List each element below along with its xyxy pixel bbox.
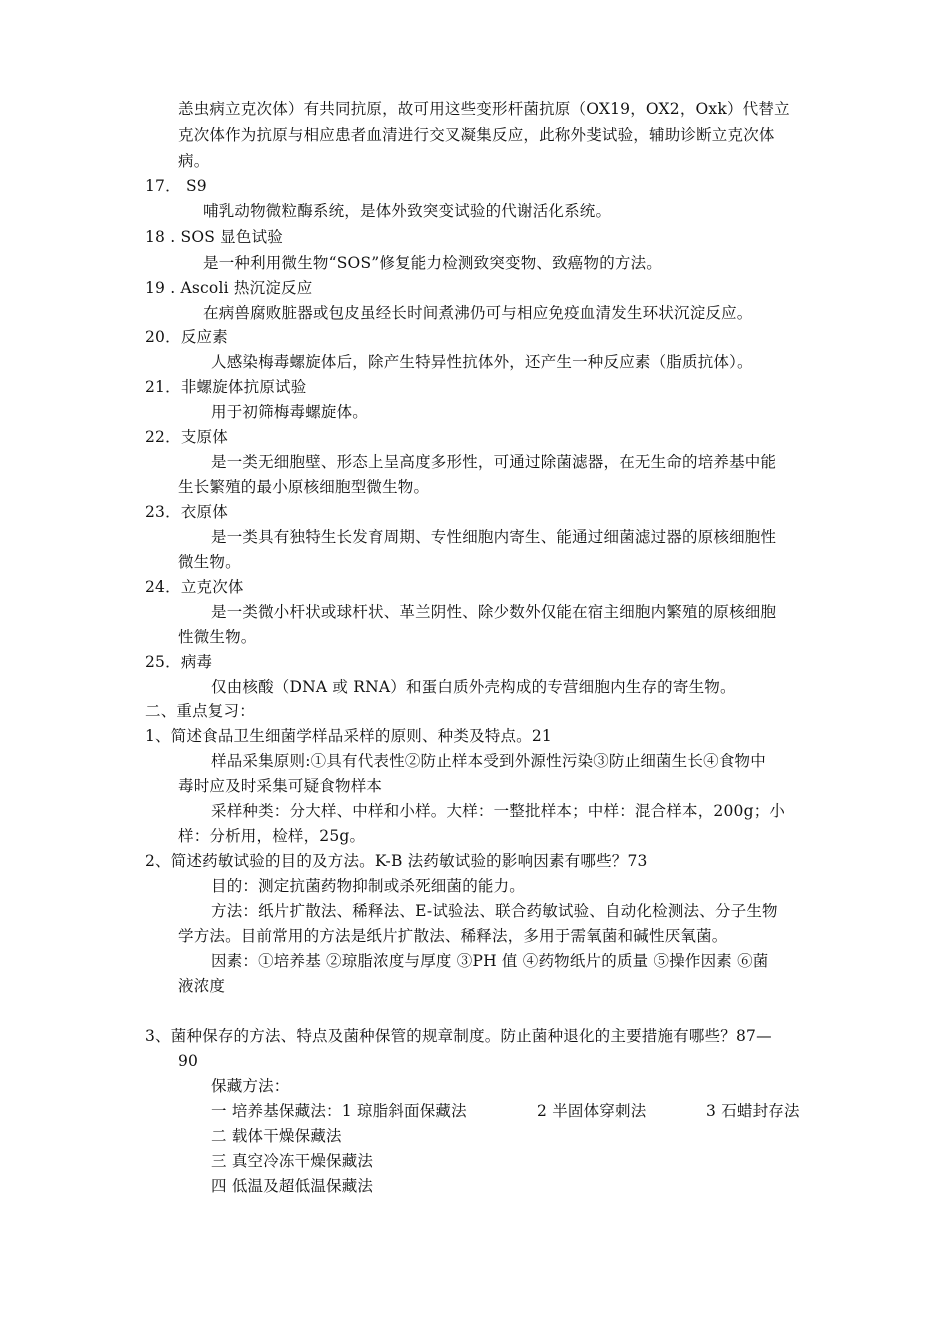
text-line: 方法：纸片扩散法、稀释法、E-试验法、联合药敏试验、自动化检测法、分子生物 [211,902,778,920]
text-line: 克次体作为抗原与相应患者血清进行交叉凝集反应，此称外斐试验，辅助诊断立克次体 [178,126,775,144]
text-line: 采样种类：分大样、中样和小样。大样：一整批样本；中样：混合样本，200g；小 [211,802,786,820]
text-line: 病。 [178,152,210,170]
text-line: 在病兽腐败脏器或包皮虽经长时间煮沸仍可与相应免疫血清发生环状沉淀反应。 [203,304,753,322]
item-heading: 23．衣原体 [145,503,228,521]
text-line: 哺乳动物微粒酶系统，是体外致突变试验的代谢活化系统。 [203,202,612,220]
text-line: 微生物。 [178,553,241,571]
text-line: 生长繁殖的最小原核细胞型微生物。 [178,478,430,496]
text-line: 学方法。目前常用的方法是纸片扩散法、稀释法，多用于需氧菌和碱性厌氧菌。 [178,927,728,945]
text-line: 仅由核酸（DNA 或 RNA）和蛋白质外壳构成的专营细胞内生存的寄生物。 [211,678,736,696]
text-line: 90 [178,1052,199,1070]
text-line: 是一类微小杆状或球杆状、革兰阴性、除少数外仅能在宿主细胞内繁殖的原核细胞 [211,603,777,621]
text-line: 恙虫病立克次体）有共同抗原，故可用这些变形杆菌抗原（OX19，OX2，Oxk）代替立 [178,100,790,118]
text-line: 人感染梅毒螺旋体后，除产生特异性抗体外，还产生一种反应素（脂质抗体）。 [211,353,753,371]
text-line: 是一类无细胞壁、形态上呈高度多形性，可通过除菌滤器，在无生命的培养基中能 [211,453,777,471]
item-heading: 22．支原体 [145,428,228,446]
method-line: 一 培养基保藏法：1 琼脂斜面保藏法 [211,1102,467,1120]
item-heading: 21．非螺旋体抗原试验 [145,378,307,396]
text-line: 是一类具有独特生长发育周期、专性细胞内寄生、能通过细菌滤过器的原核细胞性 [211,528,777,546]
question-heading: 3、菌种保存的方法、特点及菌种保管的规章制度。防止菌种退化的主要措施有哪些？87— [145,1027,772,1045]
text-line: 液浓度 [178,977,226,995]
method-line: 四 低温及超低温保藏法 [211,1177,374,1195]
method-line: 3 石蜡封存法 [706,1102,800,1120]
text-line: 因素：①培养基 ②琼脂浓度与厚度 ③PH 值 ④药物纸片的质量 ⑤操作因素 ⑥菌 [211,952,769,970]
method-line: 三 真空冷冻干燥保藏法 [211,1152,374,1170]
text-line: 是一种利用微生物“SOS”修复能力检测致突变物、致癌物的方法。 [203,254,662,272]
item-heading: 20．反应素 [145,328,228,346]
method-line: 二 载体干燥保藏法 [211,1127,342,1145]
item-heading: 24．立克次体 [145,578,244,596]
item-heading: 19 . Ascoli 热沉淀反应 [145,279,313,297]
method-line: 2 半固体穿刺法 [537,1102,647,1120]
question-heading: 2、简述药敏试验的目的及方法。K-B 法药敏试验的影响因素有哪些？73 [145,852,648,870]
text-line: 保藏方法： [211,1077,290,1095]
item-heading: 18 . SOS 显色试验 [145,228,283,246]
question-heading: 1、简述食品卫生细菌学样品采样的原则、种类及特点。21 [145,727,552,745]
text-line: 样品采集原则:①具有代表性②防止样本受到外源性污染③防止细菌生长④食物中 [211,752,766,770]
item-heading: 25．病毒 [145,653,213,671]
section-heading: 二、重点复习： [145,702,255,720]
text-line: 目的：测定抗菌药物抑制或杀死细菌的能力。 [211,877,526,895]
text-line: 毒时应及时采集可疑食物样本 [178,777,383,795]
item-heading: 17． S9 [145,177,207,195]
text-line: 样：分析用，检样，25g。 [178,827,366,845]
text-line: 性微生物。 [178,628,257,646]
text-line: 用于初筛梅毒螺旋体。 [211,403,369,421]
